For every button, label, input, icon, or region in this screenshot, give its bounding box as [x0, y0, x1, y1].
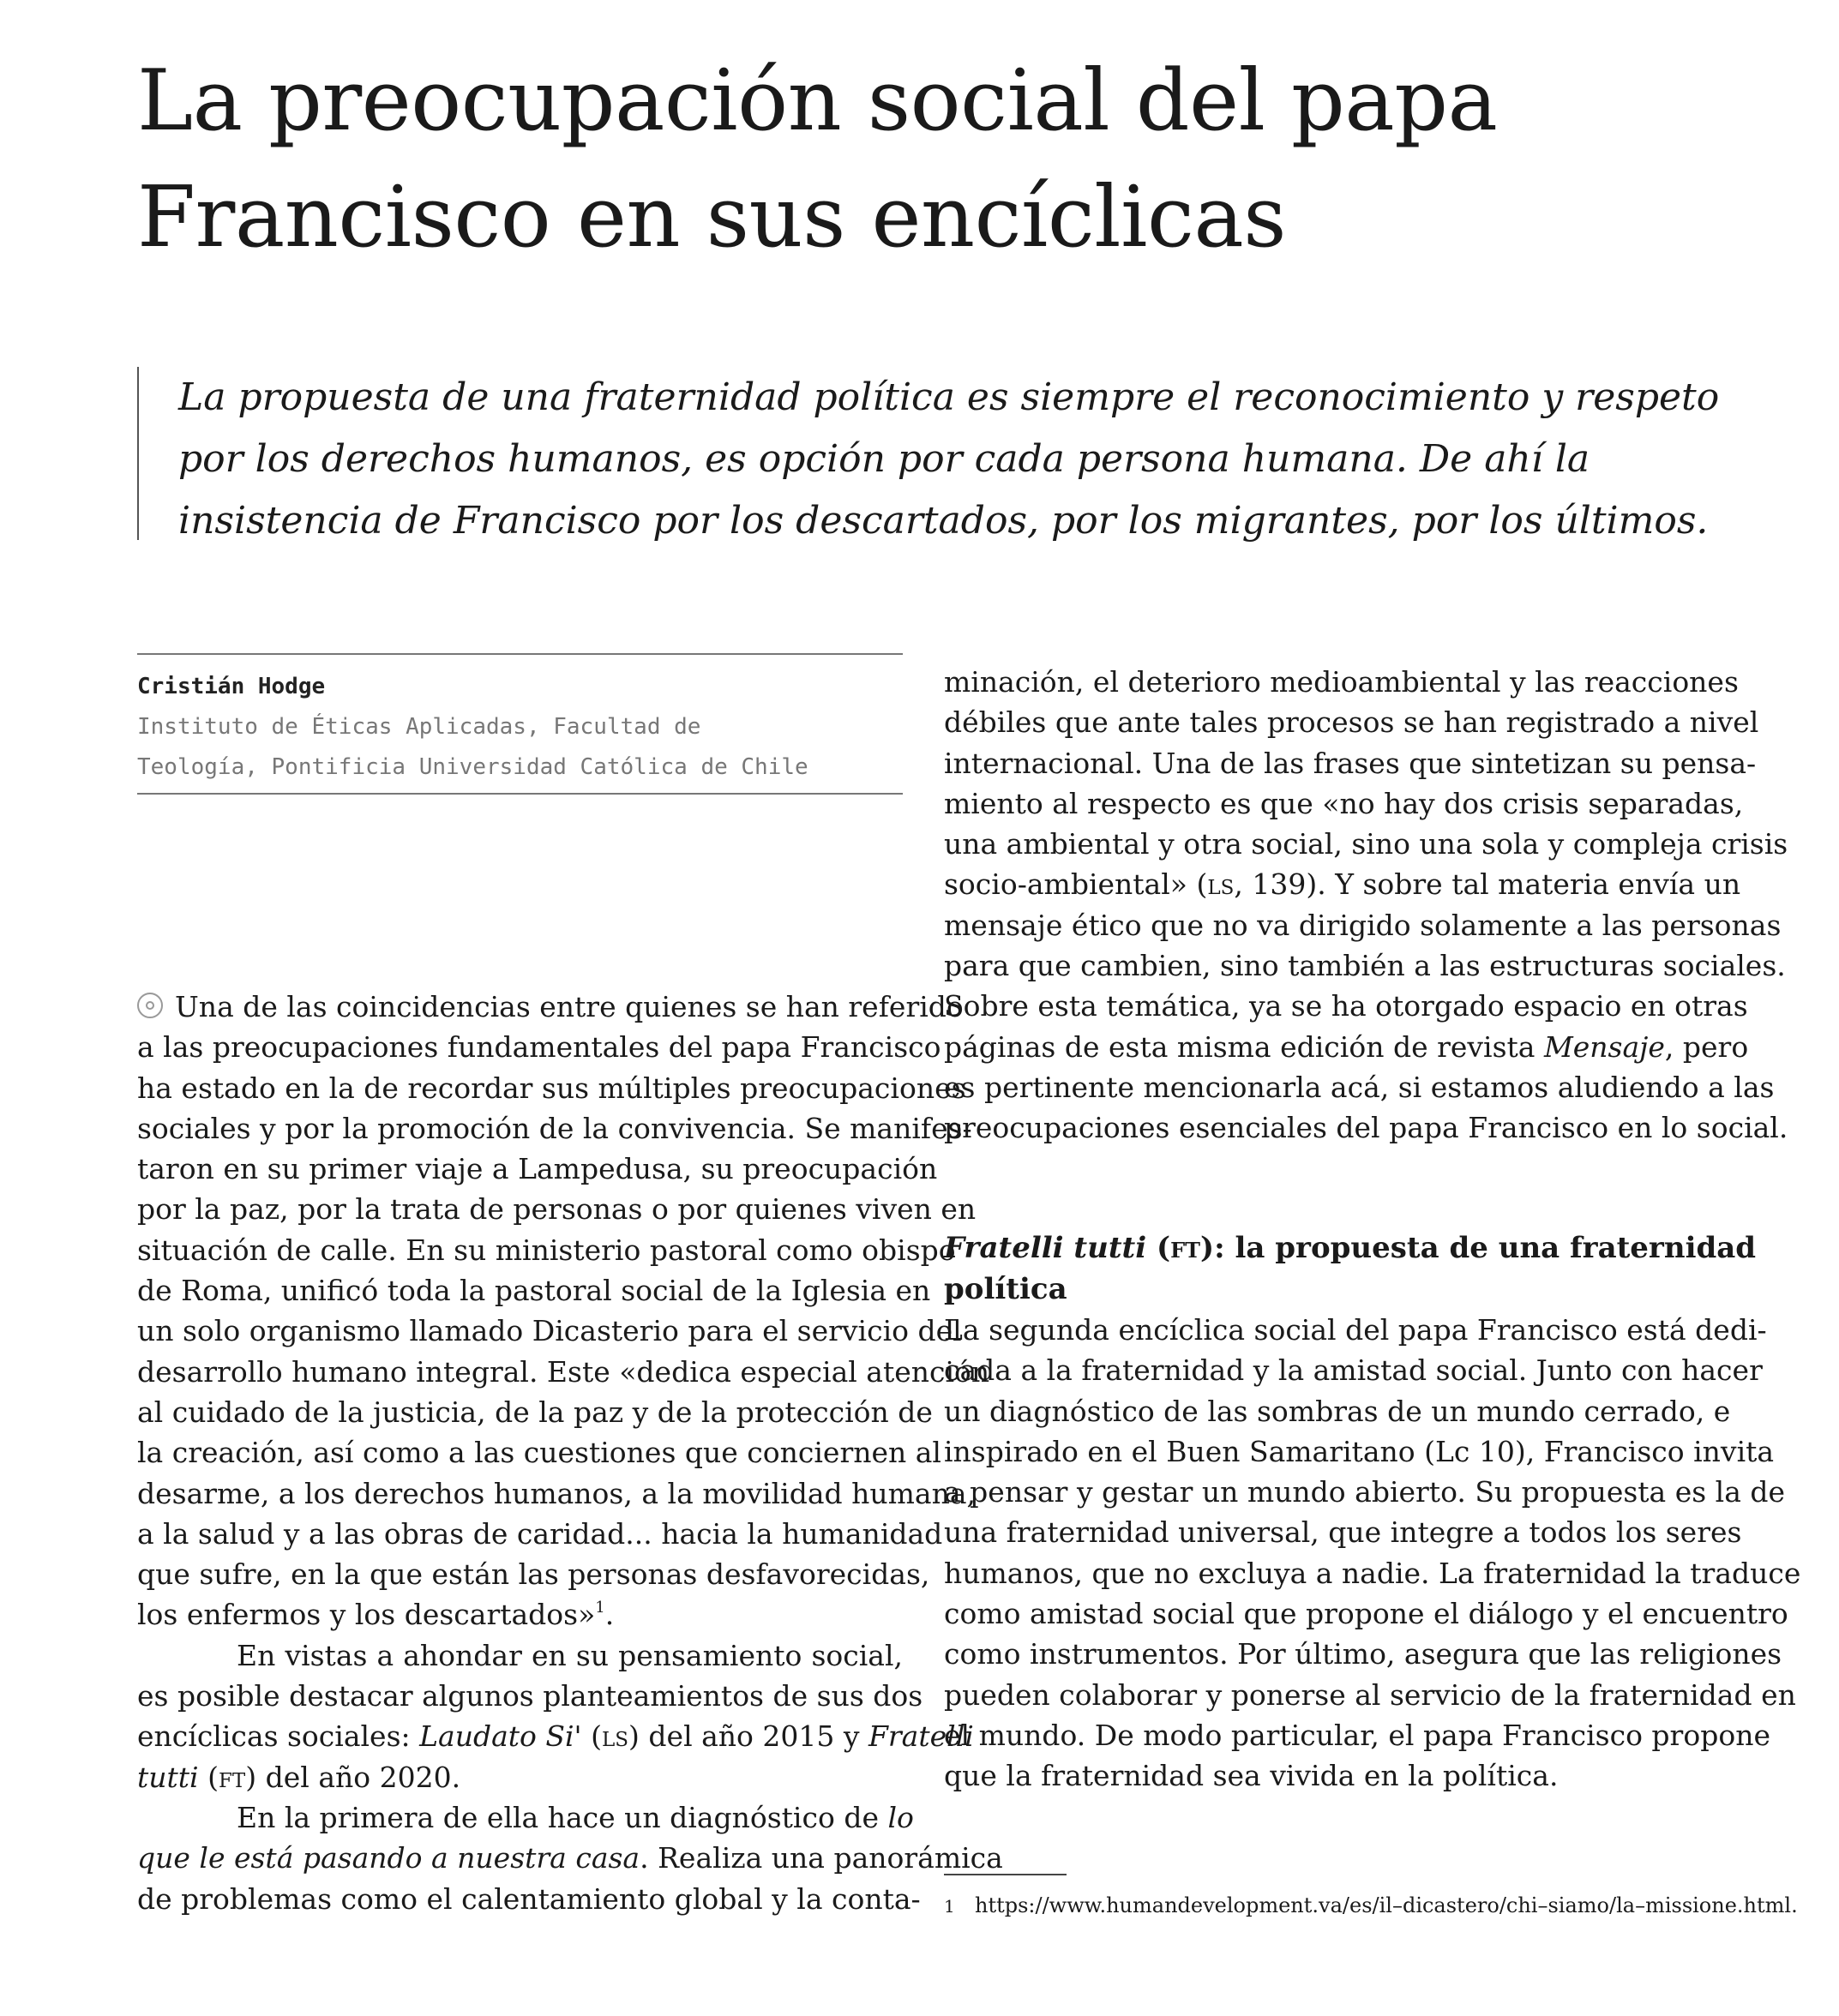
- footnote-ref[interactable]: 1: [595, 1599, 605, 1617]
- body-column-right-section: [944, 1227, 1801, 1797]
- text-line: La segunda encíclica social del papa Francisco está dedi-: [944, 1313, 1767, 1347]
- text-line: desarme, a los derechos humanos, a la movilidad humana,: [137, 1476, 976, 1510]
- section-heading: Fratelli tutti (ft): la propuesta de una fraternidad: [944, 1231, 1757, 1265]
- text-line: que le está pasando a nuestra casa. Realiza una panorámica: [137, 1841, 1003, 1875]
- byline: [137, 653, 903, 795]
- text-line: Una de las coincidencias entre quienes se han referido: [137, 987, 903, 1027]
- footnote-divider: [944, 1874, 1067, 1875]
- text-line: que sufre, en la que están las personas desfavorecidas,: [137, 1557, 930, 1592]
- text-line: a la salud y a las obras de caridad... hacia la humanidad: [137, 1516, 943, 1551]
- text-line: preocupaciones esenciales del papa Francisco en lo social.: [944, 1111, 1788, 1145]
- text-line: páginas de esta misma edición de revista Mensaje, pero: [944, 1029, 1749, 1064]
- footnote-link[interactable]: https://www.humandevelopment.va/es/il–dicastero/chi–siamo/la–missione.html.: [975, 1893, 1798, 1917]
- author-affiliation: Teología, Pontificia Universidad Católica de Chile: [137, 754, 808, 780]
- text-line: taron en su primer viaje a Lampedusa, su preocupación: [137, 1152, 938, 1186]
- author-name: Cristián Hodge: [137, 674, 326, 699]
- article-title: [137, 43, 1766, 276]
- lede-line: insistencia de Francisco por los descartados, por los migrantes, por los últimos.: [178, 499, 1709, 543]
- author-affiliation: Instituto de Éticas Aplicadas, Facultad de: [137, 714, 701, 740]
- text-line: al cuidado de la justicia, de la paz y de la protección de: [137, 1395, 933, 1429]
- text-line: cada a la fraternidad y la amistad social. Junto con hacer: [944, 1353, 1763, 1388]
- text-line: desarrollo humano integral. Este «dedica especial atención: [137, 1354, 990, 1389]
- text-line: mensaje ético que no va dirigido solamente a las personas: [944, 908, 1782, 942]
- text-line: a las preocupaciones fundamentales del papa Francisco: [137, 1030, 941, 1065]
- pull-quote: [137, 367, 1722, 543]
- text-line: En vistas a ahondar en su pensamiento social,: [237, 1638, 903, 1672]
- text-line: es posible destacar algunos planteamientos de sus dos: [137, 1679, 923, 1713]
- text-line: para que cambien, sino también a las estructuras sociales.: [944, 949, 1786, 983]
- text-line: ha estado en la de recordar sus múltiples preocupaciones: [137, 1071, 966, 1105]
- text-line: situación de calle. En su ministerio pastoral como obispo: [137, 1233, 956, 1267]
- body-column-left: [137, 987, 1003, 1919]
- text-line: una fraternidad universal, que integre a todos los seres: [944, 1515, 1742, 1550]
- text-line: miento al respecto es que «no hay dos crisis separadas,: [944, 786, 1744, 820]
- text-line: una ambiental y otra social, sino una sola y compleja crisis: [944, 827, 1788, 861]
- text-line: socio-ambiental» (ls, 139). Y sobre tal materia envía un: [944, 867, 1741, 902]
- text-line: encíclicas sociales: Laudato Si' (ls) del año 2015 y Fratelli: [137, 1719, 974, 1754]
- text-line: es pertinente mencionarla acá, si estamos aludiendo a las: [944, 1070, 1775, 1104]
- text-line: tutti (ft) del año 2020.: [137, 1760, 461, 1794]
- footnote-number: 1: [944, 1896, 955, 1917]
- text-line: un solo organismo llamado Dicasterio para el servicio del: [137, 1314, 962, 1348]
- title-line: La preocupación social del papa: [137, 52, 1498, 150]
- text-line: inspirado en el Buen Samaritano (Lc 10), Francisco invita: [944, 1434, 1775, 1468]
- lede-line: por los derechos humanos, es opción por cada persona humana. De ahí la: [178, 437, 1590, 481]
- text-line: En la primera de ella hace un diagnóstico de lo: [237, 1800, 914, 1834]
- flower-ornament-icon: [137, 993, 163, 1018]
- text-line: débiles que ante tales procesos se han registrado a nivel: [944, 705, 1759, 740]
- text-line: minación, el deterioro medioambiental y las reacciones: [944, 665, 1739, 699]
- section-heading: política: [944, 1272, 1067, 1306]
- text-line: humanos, que no excluya a nadie. La fraternidad la traduce: [944, 1556, 1801, 1590]
- body-column-right-top: [944, 662, 1788, 1149]
- text-line: los enfermos y los descartados»$^1$.: [137, 1598, 615, 1632]
- title-line: Francisco en sus encíclicas: [137, 169, 1287, 267]
- text-line: como amistad social que propone el diálogo y el encuentro: [944, 1597, 1788, 1631]
- text-line: un diagnóstico de las sombras de un mundo cerrado, e: [944, 1394, 1731, 1428]
- text-line: como instrumentos. Por último, asegura que las religiones: [944, 1637, 1782, 1671]
- lede-line: La propuesta de una fraternidad política es siempre el reconocimiento y respeto: [178, 375, 1720, 419]
- text-line: el mundo. De modo particular, el papa Francisco propone: [944, 1718, 1770, 1752]
- text-line: a pensar y gestar un mundo abierto. Su propuesta es la de: [944, 1475, 1786, 1509]
- text-line: sociales y por la promoción de la convivencia. Se manifes-: [137, 1111, 972, 1145]
- text-line: de Roma, unificó toda la pastoral social de la Iglesia en: [137, 1274, 931, 1308]
- text-line: pueden colaborar y ponerse al servicio de la fraternidad en: [944, 1677, 1796, 1712]
- footnote: [944, 1890, 1798, 1922]
- text-line: la creación, así como a las cuestiones que conciernen al: [137, 1436, 941, 1470]
- text-line: internacional. Una de las frases que sintetizan su pensa-: [944, 746, 1757, 780]
- text-line: por la paz, por la trata de personas o por quienes viven en: [137, 1192, 977, 1227]
- text-line: que la fraternidad sea vivida en la política.: [944, 1759, 1559, 1793]
- text-line: Sobre esta temática, ya se ha otorgado espacio en otras: [944, 989, 1748, 1023]
- text-line: de problemas como el calentamiento global y la conta-: [137, 1881, 921, 1916]
